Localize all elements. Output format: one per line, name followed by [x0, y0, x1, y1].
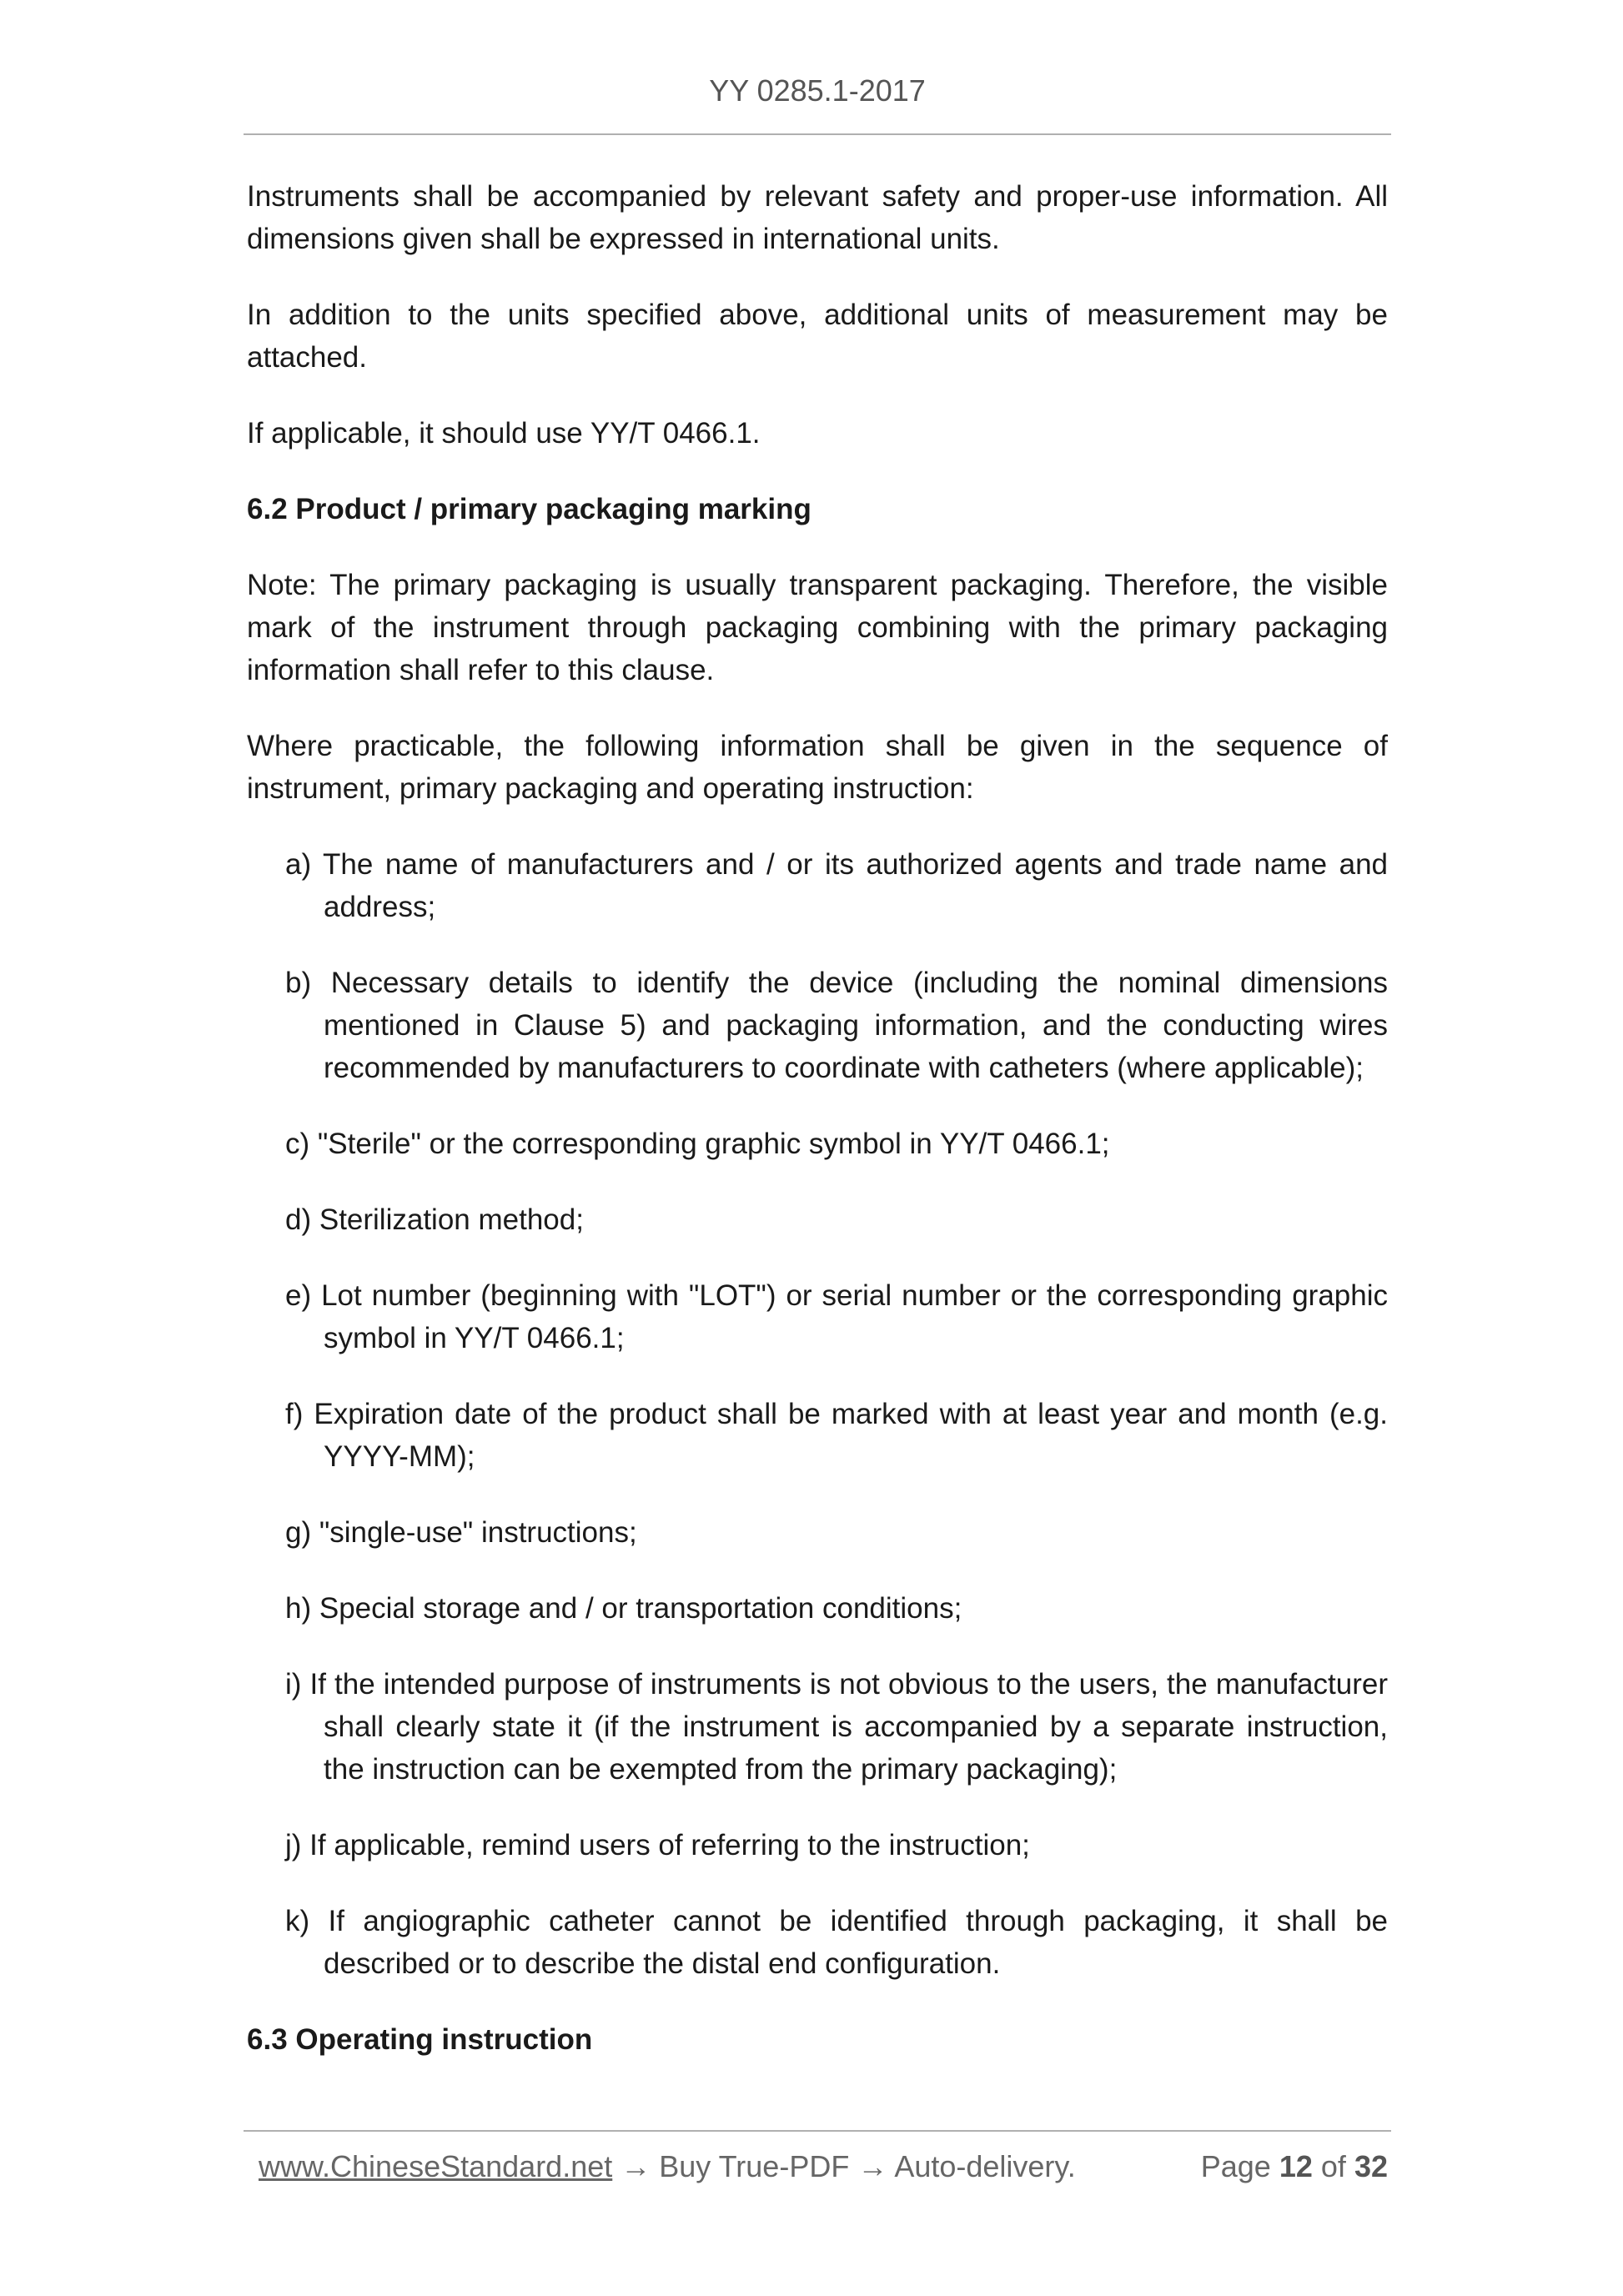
body-paragraph: If applicable, it should use YY/T 0466.1.: [247, 417, 761, 450]
document-header: [244, 73, 1391, 108]
website-link[interactable]: www.ChineseStandard.net: [259, 2149, 613, 2183]
page-of-label: of: [1320, 2149, 1346, 2183]
list-item: h) Special storage and / or transportation conditions;: [285, 1592, 962, 1625]
list-item: i) If the intended purpose of instruments is not obvious to the users, the manufacturer shall clearly state it (if the instrument is accompanied by a separate instruction, the instruction can be exempted from the primary packaging);: [285, 1668, 1388, 1786]
body-paragraph: Where practicable, the following information shall be given in the sequence of instrument, primary packaging and operating instruction:: [247, 730, 1388, 805]
list-item: e) Lot number (beginning with "LOT") or serial number or the corresponding graphic symbol in YY/T 0466.1;: [285, 1279, 1388, 1354]
document-id: YY 0285.1-2017: [709, 73, 926, 108]
footer-promo: [259, 2145, 1076, 2188]
list-item: j) If applicable, remind users of referring to the instruction;: [285, 1829, 1030, 1861]
list-item: a) The name of manufacturers and / or its authorized agents and trade name and address;: [285, 848, 1388, 923]
page-total: 32: [1354, 2149, 1388, 2183]
list-item: c) "Sterile" or the corresponding graphic symbol in YY/T 0466.1;: [285, 1128, 1110, 1160]
list-item: d) Sterilization method;: [285, 1203, 584, 1236]
body-paragraph: In addition to the units specified above, additional units of measurement may be attached.: [247, 299, 1388, 374]
note-paragraph: Note: The primary packaging is usually transparent packaging. Therefore, the visible mark of the instrument through packaging combining with the primary packaging information shall refer to this clause.: [247, 569, 1388, 686]
page-label: Page: [1200, 2149, 1271, 2183]
section-heading: 6.2 Product / primary packaging marking: [247, 493, 812, 525]
body-paragraph: Instruments shall be accompanied by relevant safety and proper-use information. All dimensions given shall be expressed in international units.: [247, 180, 1388, 255]
page-number-indicator: [1201, 2145, 1388, 2188]
list-item: b) Necessary details to identify the device (including the nominal dimensions mentioned in Clause 5) and packaging information, and the conducting wires recommended by manufacturers to coordinate with catheters (where applicable);: [285, 967, 1388, 1084]
section-heading: 6.3 Operating instruction: [247, 2023, 593, 2056]
list-item: f) Expiration date of the product shall be marked with at least year and month (e.g. YYYY-MM);: [285, 1398, 1388, 1473]
page-content: [247, 175, 1388, 2094]
header-divider: [244, 133, 1391, 135]
list-item: g) "single-use" instructions;: [285, 1516, 637, 1549]
list-item: k) If angiographic catheter cannot be identified through packaging, it shall be described or to describe the distal end configuration.: [285, 1905, 1388, 1980]
page-current: 12: [1279, 2149, 1313, 2183]
footer-divider: [244, 2130, 1391, 2132]
footer-promo-text: → Buy True-PDF → Auto-delivery.: [612, 2149, 1076, 2183]
